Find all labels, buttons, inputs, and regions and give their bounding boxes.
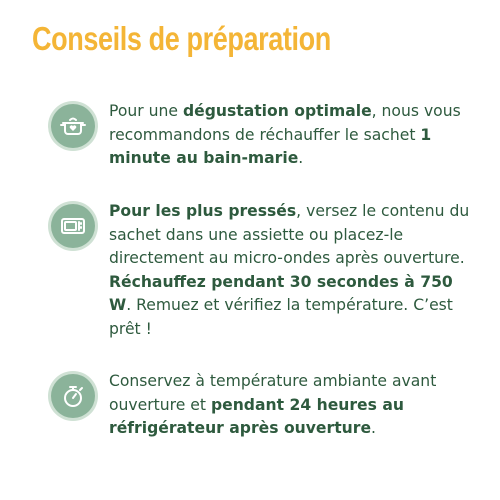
page-title: Conseils de préparation	[32, 20, 331, 57]
tip-text-segment: , nous vous recommandons de réchauffer le sachet	[109, 102, 461, 144]
tip-text	[109, 100, 476, 171]
timer-icon	[51, 374, 95, 418]
tip-text-segment: .	[371, 419, 376, 437]
tip-micro-ondes	[51, 200, 476, 341]
tip-text	[109, 200, 476, 341]
tip-bain-marie	[51, 100, 476, 171]
tip-text-segment: . Remuez et vérifiez la température. C’est prêt !	[109, 296, 453, 338]
microwave-icon	[51, 204, 95, 248]
tip-text-segment: , versez le contenu du sachet dans une assiette ou placez-le directement au micro-ondes après ouverture.	[109, 202, 470, 267]
tip-text-bold: Réchauffez pendant 30 secondes à 750 W	[109, 272, 453, 314]
tip-text-segment: Conservez à température ambiante avant ouverture et	[109, 372, 437, 414]
tip-text-bold: dégustation optimale	[182, 102, 372, 120]
tip-conservation	[51, 370, 476, 441]
tip-text-segment: .	[298, 149, 304, 167]
tip-text	[109, 370, 476, 441]
tip-text-bold: pendant 24 heures au réfrigérateur après ouverture	[109, 395, 404, 437]
pot-heart-icon	[51, 104, 95, 148]
tip-text-segment: Pour une	[109, 102, 183, 120]
tip-text-bold: 1 minute au bain-marie	[109, 125, 432, 167]
tip-text-bold: Pour les plus pressés	[109, 202, 297, 220]
